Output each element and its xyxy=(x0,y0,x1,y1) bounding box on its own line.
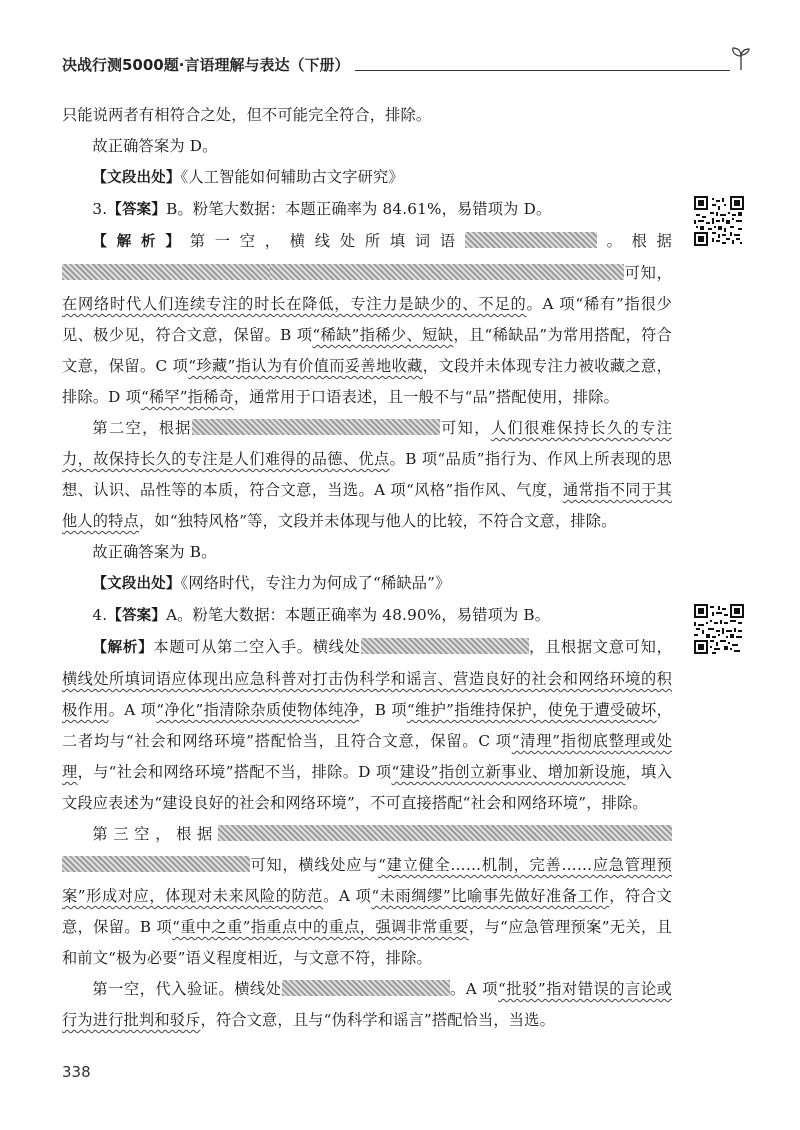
underlined-text: “未雨绸缪”比喻事先做好准备工作 xyxy=(371,887,610,905)
source-text: 《网络时代，专注力为何成了“稀缺品”》 xyxy=(180,574,451,592)
q3-answer-text: B。粉笔大数据：本题正确率为 84.61%，易错项为 D。 xyxy=(166,200,552,218)
underlined-text: “净化”指清除杂质使物体纯净 xyxy=(156,701,360,719)
text-run: 第一空，代入验证。横线处 xyxy=(92,980,282,998)
text-run: 第二空，根据 xyxy=(92,419,192,437)
redacted-text xyxy=(192,419,440,435)
text-run: ，与“应急管理预案”无关，且和前文“极为必要”语义程度相近，与文意不符，排除。 xyxy=(62,918,672,967)
running-header xyxy=(62,52,752,78)
text-run: ，与“社会和网络环境”搭配不当，排除。D 项 xyxy=(77,763,392,781)
text-run: 。A 项 xyxy=(449,980,499,998)
q4-analysis-3 xyxy=(62,974,672,1036)
answer-label: 【答案】 xyxy=(107,202,167,218)
text-run: 第三空，根据 xyxy=(92,825,218,843)
redacted-text xyxy=(218,825,672,841)
source-label: 【文段出处】 xyxy=(92,170,181,186)
answer-line: 故正确答案为 D。 xyxy=(92,137,218,155)
text-run: 第一空，横线处所填词语 xyxy=(189,232,465,250)
q4-number: 4. xyxy=(92,606,108,624)
text-run: 。A 项 xyxy=(108,701,157,719)
underlined-text: “重中之重”指重点中的重点，强调非常重要 xyxy=(172,918,469,936)
text-run: 可知， xyxy=(439,419,491,437)
qr-code-q4[interactable] xyxy=(694,604,744,654)
qr-code-q3[interactable] xyxy=(694,196,744,246)
text-run: ，如“独特风格”等，文段并未体现与他人的比较，不符合文意，排除。 xyxy=(138,512,617,530)
page-body xyxy=(62,100,672,1036)
redacted-text xyxy=(282,980,450,996)
underlined-text: “建立健全……机制，完善……应急管理预案”形成对应，体现对未来风险的防范 xyxy=(62,856,672,905)
redacted-text xyxy=(270,264,624,280)
redacted-text xyxy=(465,232,597,248)
text-run: ，B 项 xyxy=(359,701,407,719)
sprout-icon xyxy=(730,46,752,72)
q3-answer xyxy=(62,194,672,226)
underlined-text: 在网络时代人们连续专注的时长在降低，专注力是缺少的、不足的 xyxy=(62,295,527,313)
underlined-text: “稀缺”指稀少、短缺 xyxy=(312,326,454,344)
underlined-text: “建设”指创立新事业、增加新设施 xyxy=(391,763,626,781)
analysis-label: 【解析】 xyxy=(92,640,154,656)
text-run: ，且“稀缺品”为常用搭配，符合文意，保留。C 项 xyxy=(62,326,673,375)
text-run: ，符合文意，当选。A 项“风格”指作风、气度， xyxy=(233,481,563,499)
q4-answer xyxy=(62,600,672,632)
analysis-label: 【解析】 xyxy=(92,234,190,250)
text-run: ，二者均与“社会和网络环境”搭配恰当，且符合文意，保留。C 项 xyxy=(62,701,672,750)
underlined-text: “清理”指彻底整理或处理 xyxy=(62,732,672,781)
q4-answer-text: A。粉笔大数据：本题正确率为 48.90%，易错项为 B。 xyxy=(166,606,551,624)
answer-label: 【答案】 xyxy=(107,608,167,624)
redacted-text xyxy=(62,264,270,280)
text-run: ，通常用于口语表述，且一般不与“品”搭配使用，排除。 xyxy=(233,388,620,406)
source-label: 【文段出处】 xyxy=(92,576,181,592)
text-run: 。B 项“品质”指行为、作风上所表现的思想、认识、品性等的本质 xyxy=(62,450,672,499)
source-line xyxy=(62,162,672,194)
q4-analysis-2 xyxy=(62,819,672,974)
header-title: 决战行测5000题·言语理解与表达（下册） xyxy=(62,54,355,75)
underlined-text: “稀罕”指稀奇 xyxy=(140,388,234,406)
text-run: ，文段并未体现专注力被收藏之意，排除。D 项 xyxy=(62,357,673,406)
text-run: 。根据 xyxy=(596,232,672,250)
underlined-text: 人们很难保持长久的专注力，故保持长久的专注是人们难得的品德、优点 xyxy=(62,419,672,468)
underlined-text: “珍藏”指认为有价值而妥善地收藏 xyxy=(188,357,423,375)
q3-number: 3. xyxy=(92,200,108,218)
text-run: ，符合文意，且与“伪科学和谣言”搭配恰当，当选。 xyxy=(200,1011,555,1029)
text-run: 。A 项 xyxy=(323,887,372,905)
underlined-text: 通常指不同于其他人的特点 xyxy=(62,481,672,530)
text-run: ，符合文意，保留。B 项 xyxy=(62,887,672,936)
page-number: 338 xyxy=(62,1063,91,1081)
paragraph: 只能说两者有相符合之处，但不可能完全符合，排除。 xyxy=(62,106,432,124)
text-run: 。A 项“稀有”指很少见、极少见，符合文意，保留。B 项 xyxy=(62,295,672,344)
text-run: 本题可从第二空入手。横线处 xyxy=(153,638,361,656)
q3-analysis-1 xyxy=(62,226,672,413)
text-run: 可知，横线处应与 xyxy=(250,856,379,874)
q3-analysis-2 xyxy=(62,413,672,537)
redacted-text xyxy=(62,856,250,872)
text-run: 可知， xyxy=(624,264,672,282)
q4-analysis-1 xyxy=(62,632,672,819)
text-run: ，且根据文意可知， xyxy=(528,638,672,656)
source-text: 《人工智能如何辅助古文字研究》 xyxy=(180,168,404,186)
text-run: ，填入文段应表述为“建设良好的社会和网络环境”，不可直接搭配“社会和网络环境”，排除。 xyxy=(62,763,673,812)
underlined-text: “批驳”指对错误的言论或行为进行批判和驳斥 xyxy=(62,980,672,1029)
redacted-text xyxy=(361,638,529,654)
q3-source-line xyxy=(62,568,672,600)
underlined-text: 横线处所填词语应体现出应急科普对打击伪科学和谣言、营造良好的社会和网络环境的积极作用 xyxy=(62,670,672,719)
q3-answer-line: 故正确答案为 B。 xyxy=(92,543,217,561)
underlined-text: “维护”指维持保护，使免于遭受破坏 xyxy=(406,701,657,719)
